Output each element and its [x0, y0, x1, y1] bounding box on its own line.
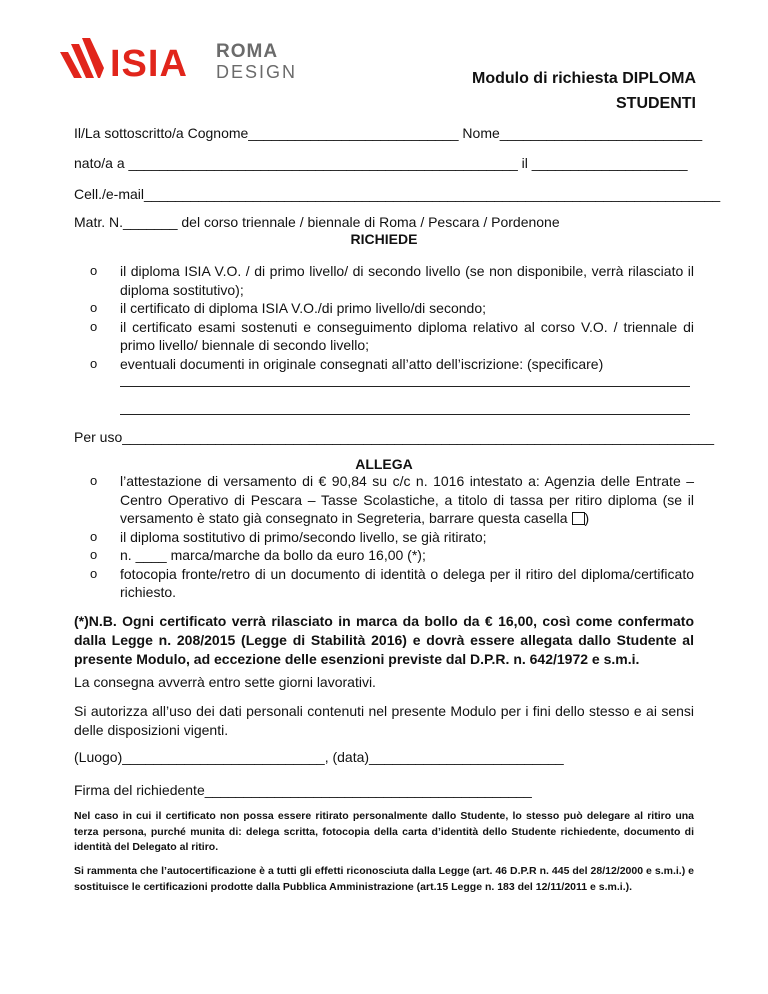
checkbox-bullet-icon[interactable]: o	[90, 473, 98, 488]
delegation-note: Nel caso in cui il certificato non possa essere ritirato personalmente dallo Studente, lo stesso può delegare al ritiro una terza persona, purché munita di: delega scritta, fotocopia della carta d’identità dello Studente richiedente, documento di identità del Delegato al ritiro.	[74, 810, 694, 853]
specify-line-2[interactable]	[120, 414, 690, 415]
contact-field[interactable]: Cell./e-mail__________________________________________________________________________	[74, 186, 721, 202]
checkbox-bullet-icon[interactable]: o	[90, 355, 98, 371]
list-item[interactable]: o il certificato di diploma ISIA V.O./di primo livello/di secondo;	[90, 300, 486, 316]
list-item[interactable]: o il diploma ISIA V.O. / di primo livello/ di secondo livello (se non disponibile, verrà rilasciato il diploma sostitutivo);	[90, 263, 694, 298]
logo-isia-text: ISIA	[110, 43, 188, 85]
surname-name-field[interactable]: Il/La sottoscritto/a Cognome___________________________ Nome__________________________	[74, 125, 703, 141]
matricola-field[interactable]: Matr. N._______ del corso triennale / biennale di Roma / Pescara / Pordenone	[74, 214, 560, 230]
list-item[interactable]: o il certificato esami sostenuti e conseguimento diploma relativo al corso V.O. / triennale di primo livello/ biennale di secondo livello;	[90, 318, 694, 353]
checkbox-bullet-icon[interactable]: o	[90, 263, 98, 278]
richiede-list	[74, 262, 694, 373]
logo-design-text: DESIGN	[216, 62, 298, 82]
specify-line-1[interactable]	[120, 386, 690, 387]
isia-logo-mark-icon	[58, 38, 110, 86]
richiede-heading: RICHIEDE	[350, 231, 418, 247]
place-date-field[interactable]: (Luogo)__________________________, (data)_________________________	[74, 749, 564, 765]
isia-logo	[58, 36, 298, 88]
allega-heading: ALLEGA	[355, 456, 413, 472]
list-item[interactable]: o fotocopia fronte/retro di un documento di identità o delega per il ritiro del diploma/certificato richiesto.	[90, 565, 694, 600]
checkbox-bullet-icon[interactable]: o	[90, 547, 98, 562]
title-line-2: STUDENTI	[616, 95, 696, 112]
checkbox-bullet-icon[interactable]: o	[90, 318, 98, 334]
list-item[interactable]: o il diploma sostitutivo di primo/secondo livello, se già ritirato;	[90, 528, 487, 545]
checkbox-bullet-icon[interactable]: o	[90, 528, 98, 544]
per-uso-field[interactable]: Per uso____________________________________________________________________________	[74, 429, 714, 445]
nb-paragraph: (*)N.B. Ogni certificato verrà rilasciato in marca da bollo da € 16,00, così come confermato dalla Legge n. 208/2015 (Legge di Stabilità 2016) e dovrà essere allegata dallo Studente al presente Modulo, ad eccezione delle esenzioni previste dal D.P.R. n. 642/1972 e s.m.i.	[74, 613, 694, 667]
delivery-paragraph: La consegna avverrà entro sette giorni lavorativi.	[74, 674, 376, 690]
signature-field[interactable]: Firma del richiedente__________________________________________	[74, 782, 532, 798]
list-item[interactable]: o eventuali documenti in originale consegnati all’atto dell’iscrizione: (specificare)	[90, 355, 604, 372]
logo-roma-text: ROMA	[216, 41, 279, 62]
birth-field[interactable]: nato/a a __________________________________________________ il ____________________	[74, 155, 688, 171]
checkbox-bullet-icon[interactable]: o	[90, 565, 98, 581]
list-item[interactable]: o n. ____ marca/marche da bollo da euro 16,00 (*);	[90, 547, 426, 563]
self-certification-note: Si rammenta che l’autocertificazione è a tutti gli effetti riconosciuta dalla Legge (art. 46 D.P.R n. 445 del 28/12/2000 e s.m.i.) e sostituisce le certificazioni prodotte dalla Pubblica Amministrazione (art.15 Legge n. 183 del 12/11/2011 e s.m.i.).	[74, 865, 694, 893]
privacy-paragraph: Si autorizza all’uso dei dati personali contenuti nel presente Modulo per i fini dello stesso e ai sensi delle disposizioni vigenti.	[74, 703, 694, 738]
allega-list	[74, 472, 694, 602]
checkbox-bullet-icon[interactable]: o	[90, 300, 98, 315]
title-line-1: Modulo di richiesta DIPLOMA	[471, 70, 696, 87]
document-title	[472, 66, 696, 116]
already-delivered-checkbox[interactable]	[572, 512, 585, 525]
list-item[interactable]: o l’attestazione di versamento di € 90,84 su c/c n. 1016 intestato a: Agenzia delle Entrate – Centro Operativo di Pescara – Tasse Scolastiche, a titolo di tassa per ritiro diploma (se il versamento è stato già consegnato in Segreteria, barrare questa casella )	[90, 473, 694, 526]
